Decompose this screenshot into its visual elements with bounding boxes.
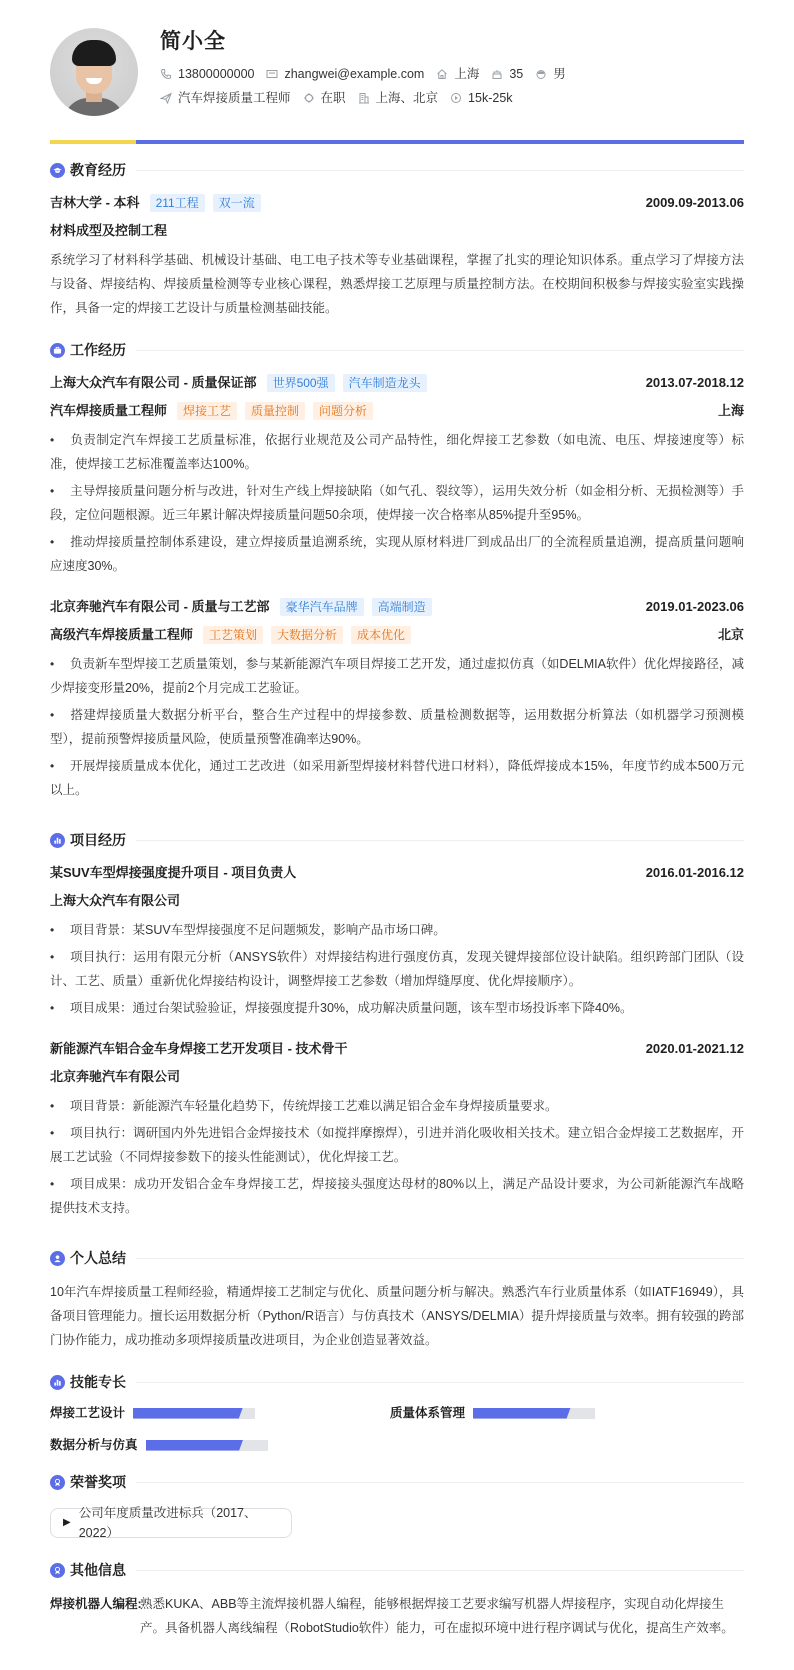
header-divider xyxy=(50,140,744,144)
phone-icon xyxy=(160,68,172,80)
bullet-item: • 项目背景：新能源汽车轻量化趋势下，传统焊接工艺难以满足铝合金车身焊接质量要求。 xyxy=(50,1099,558,1113)
header-info xyxy=(160,28,578,106)
skill-bar xyxy=(473,1408,595,1419)
skill-item: 焊接工艺设计 xyxy=(50,1404,390,1422)
bar-chart-icon xyxy=(50,1375,65,1390)
project-bullets xyxy=(50,1094,744,1220)
company-tag: 世界500强 xyxy=(267,374,335,392)
work-date: 2013.07-2018.12 xyxy=(645,374,744,390)
school-tag: 211工程 xyxy=(150,194,205,212)
candidate-name: 简小全 xyxy=(160,30,226,53)
bullet-item: • 主导焊接质量问题分析与改进，针对生产线上焊接缺陷（如气孔、裂纹等），运用失效分析（如金相分析、无损检测等）手段，定位问题根源。近三年累计解决焊接质量问题50余项，使焊接一次合格率从85%提升至95%。 xyxy=(50,484,744,522)
avatar xyxy=(50,28,138,116)
skills-grid xyxy=(50,1404,744,1454)
skill-item: 数据分析与仿真 xyxy=(50,1436,390,1454)
briefcase-icon xyxy=(50,343,65,358)
bullet-item: • 负责制定汽车焊接工艺质量标准，依据行业规范及公司产品特性，细化焊接工艺参数（如电流、电压、焊接速度等）标准，使焊接工艺标准覆盖率达100%。 xyxy=(50,433,744,471)
age-item: 35 xyxy=(491,66,523,82)
other-info-section xyxy=(50,1558,744,1640)
building-icon xyxy=(358,92,370,104)
mail-icon xyxy=(266,68,278,80)
bullet-item: • 推动焊接质量控制体系建设，建立焊接质量追溯系统，实现从原材料进厂到成品出厂的全流程质量追溯，提高质量问题响应速度30%。 xyxy=(50,535,744,573)
other-info-item xyxy=(50,1592,744,1640)
work-location: 北京 xyxy=(717,626,744,642)
work-date: 2019.01-2023.06 xyxy=(645,598,744,614)
project-date: 2016.01-2016.12 xyxy=(645,864,744,880)
user-icon xyxy=(50,1251,65,1266)
award-icon xyxy=(50,1475,65,1490)
projects-section xyxy=(50,828,744,1220)
summary-text: 10年汽车焊接质量工程师经验，精通焊接工艺制定与优化、质量问题分析与解决。熟悉汽车行业质量体系（如IATF16949），具备项目管理能力。擅长运用数据分析（Python/R语言）与仿真技术（ANSYS/DELMIA）提升焊接质量与效率。拥有较强的跨部门协作能力，成功推动多项焊接质量改进项目，为企业创造显著效益。 xyxy=(50,1285,744,1347)
work-item xyxy=(50,596,744,802)
award-icon xyxy=(50,1563,65,1578)
company-tag: 豪华汽车品牌 xyxy=(280,598,364,616)
salary-icon xyxy=(450,92,462,104)
send-icon xyxy=(160,92,172,104)
project-company: 北京奔驰汽车有限公司 xyxy=(50,1068,181,1084)
skill-tag: 成本优化 xyxy=(351,626,411,644)
other-info-value: 熟悉KUKA、ABB等主流焊接机器人编程，能够根据焊接工艺要求编写机器人焊接程序，实现自动化焊接生产。具备机器人离线编程（RobotStudio软件）能力，可在虚拟环境中进行程序调试与优化，提高生产效率。 xyxy=(140,1597,734,1635)
skill-item: 质量体系管理 xyxy=(390,1404,730,1422)
cake-icon xyxy=(491,68,503,80)
triangle-right-icon: ▶ xyxy=(63,1517,71,1528)
status-icon xyxy=(303,92,315,104)
graduation-cap-icon xyxy=(50,163,65,178)
major: 材料成型及控制工程 xyxy=(50,222,168,238)
work-bullets xyxy=(50,652,744,802)
project-item xyxy=(50,1038,744,1220)
section-title: 其他信息 xyxy=(50,1558,744,1582)
award-item[interactable]: ▶ 公司年度质量改进标兵（2017、2022） xyxy=(50,1508,292,1538)
company-tag: 汽车制造龙头 xyxy=(343,374,427,392)
resume-header xyxy=(50,28,744,138)
project-date: 2020.01-2021.12 xyxy=(645,1040,744,1056)
section-title: 个人总结 xyxy=(50,1246,744,1270)
education-description: 系统学习了材料科学基础、机械设计基础、电工电子技术等专业基础课程，掌握了扎实的理论知识体系。重点学习了焊接方法与设备、焊接结构、焊接质量检测等专业核心课程，熟悉焊接工艺原理与质量控制方法。在校期间积极参与焊接实验室实践操作，具备一定的焊接工艺设计与质量检测基础技能。 xyxy=(50,253,744,315)
phone-item: 13800000000 xyxy=(160,66,254,82)
contact-row xyxy=(160,66,578,82)
salary-item: 15k-25k xyxy=(450,90,512,106)
city-item: 上海 xyxy=(436,66,479,82)
position-name: 高级汽车焊接质量工程师 xyxy=(50,626,194,642)
project-item xyxy=(50,862,744,1020)
school-tag: 双一流 xyxy=(213,194,261,212)
bullet-item: • 项目执行：运用有限元分析（ANSYS软件）对焊接结构进行强度仿真，发现关键焊接部位设计缺陷。组织跨部门团队（设计、工艺、质量）重新优化焊接结构设计，调整焊接工艺参数（增加焊缝厚度、优化焊接顺序）。 xyxy=(50,950,744,988)
section-title: 项目经历 xyxy=(50,828,744,852)
section-title: 荣誉奖项 xyxy=(50,1470,744,1494)
work-item xyxy=(50,372,744,578)
bullet-item: • 项目成果：通过台架试验验证，焊接强度提升30%，成功解决质量问题，该车型市场投诉率下降40%。 xyxy=(50,1001,633,1015)
skill-bar xyxy=(146,1440,268,1451)
bullet-item: • 负责新车型焊接工艺质量策划，参与某新能源汽车项目焊接工艺开发，通过虚拟仿真（如DELMIA软件）优化焊接路径，减少焊接变形量20%，提前2个月完成工艺验证。 xyxy=(50,657,744,695)
project-name: 某SUV车型焊接强度提升项目 - 项目负责人 xyxy=(50,864,297,880)
bullet-item: • 项目执行：调研国内外先进铝合金焊接技术（如搅拌摩擦焊），引进并消化吸收相关技术。建立铝合金焊接工艺数据库，开展工艺试验（不同焊接参数下的接头性能测试），优化焊接工艺。 xyxy=(50,1126,744,1164)
target-position-item: 汽车焊接质量工程师 xyxy=(160,90,291,106)
education-date: 2009.09-2013.06 xyxy=(645,194,744,210)
awards-section xyxy=(50,1470,744,1554)
skill-tag: 质量控制 xyxy=(245,402,305,420)
company-name: 上海大众汽车有限公司 - 质量保证部 xyxy=(50,374,257,390)
project-bullets xyxy=(50,918,744,1020)
job-intent-row xyxy=(160,90,578,106)
skill-tag: 焊接工艺 xyxy=(177,402,237,420)
education-item xyxy=(50,192,744,320)
skill-tag: 问题分析 xyxy=(313,402,373,420)
email-item: zhangwei@example.com xyxy=(266,66,424,82)
bar-chart-icon xyxy=(50,833,65,848)
gender-item: 男 xyxy=(535,66,566,82)
position-name: 汽车焊接质量工程师 xyxy=(50,402,168,418)
skill-bar xyxy=(133,1408,255,1419)
other-info-label: 焊接机器人编程: xyxy=(50,1597,142,1611)
company-name: 北京奔驰汽车有限公司 - 质量与工艺部 xyxy=(50,598,270,614)
gender-icon xyxy=(535,68,547,80)
work-location: 上海 xyxy=(717,402,744,418)
section-title: 工作经历 xyxy=(50,338,744,362)
project-name: 新能源汽车铝合金车身焊接工艺开发项目 - 技术骨干 xyxy=(50,1040,348,1056)
work-section xyxy=(50,338,744,802)
summary-section xyxy=(50,1246,744,1352)
education-section xyxy=(50,158,744,320)
work-bullets xyxy=(50,428,744,578)
home-icon xyxy=(436,68,448,80)
job-status-item: 在职 xyxy=(303,90,346,106)
bullet-item: • 项目成果：成功开发铝合金车身焊接工艺，焊接接头强度达母材的80%以上，满足产品设计要求，为公司新能源汽车战略提供技术支持。 xyxy=(50,1177,744,1215)
skill-tag: 大数据分析 xyxy=(271,626,343,644)
bullet-item: • 项目背景：某SUV车型焊接强度不足问题频发，影响产品市场口碑。 xyxy=(50,923,446,937)
section-title: 教育经历 xyxy=(50,158,744,182)
project-company: 上海大众汽车有限公司 xyxy=(50,892,181,908)
target-city-item: 上海、北京 xyxy=(358,90,439,106)
section-title: 技能专长 xyxy=(50,1370,744,1394)
school-name: 吉林大学 - 本科 xyxy=(50,194,140,210)
company-tag: 高端制造 xyxy=(372,598,432,616)
skill-tag: 工艺策划 xyxy=(203,626,263,644)
bullet-item: • 搭建焊接质量大数据分析平台，整合生产过程中的焊接参数、质量检测数据等，运用数据分析算法（如机器学习预测模型），提前预警焊接质量风险，使质量预警准确率达90%。 xyxy=(50,708,744,746)
skills-section xyxy=(50,1370,744,1454)
bullet-item: • 开展焊接质量成本优化，通过工艺改进（如采用新型焊接材料替代进口材料），降低焊接成本15%，年度节约成本500万元以上。 xyxy=(50,759,744,797)
